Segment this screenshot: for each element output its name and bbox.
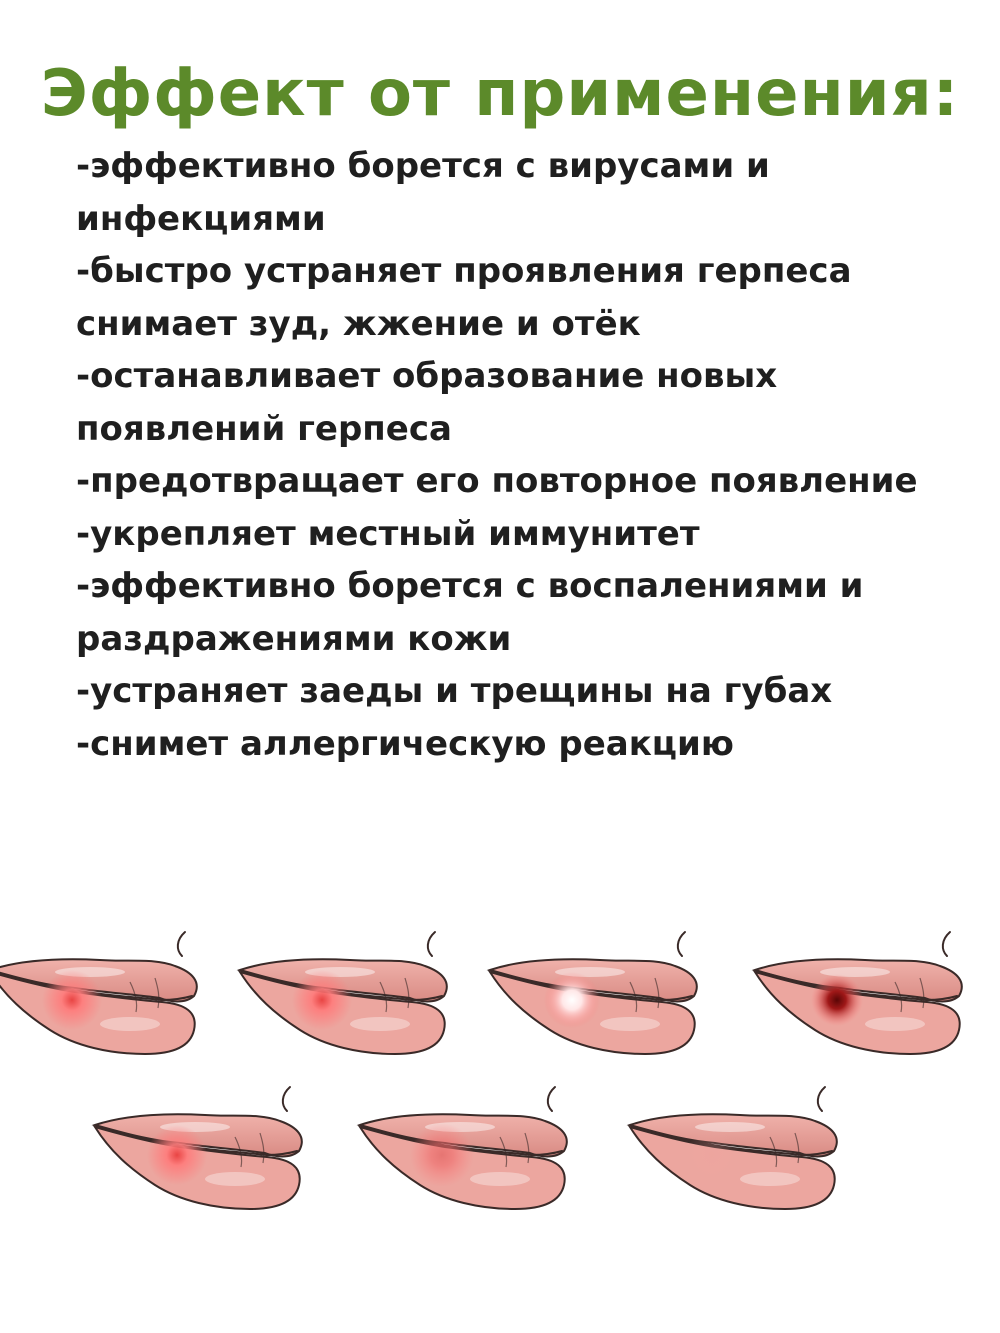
benefit-line: раздражениями кожи: [76, 618, 512, 659]
page-title: Эффект от применения:: [40, 57, 960, 131]
lips-stage-5-illustration: [85, 1075, 335, 1235]
herpes-lesion: [686, 1129, 738, 1181]
philtrum-line: [818, 1087, 825, 1111]
herpes-lesion: [811, 974, 863, 1026]
lip-highlight: [865, 1017, 925, 1031]
lips-stage-6-illustration: [350, 1075, 600, 1235]
benefit-line: появлений герпеса: [76, 408, 452, 449]
lips-stage-7-illustration: [620, 1075, 870, 1235]
lips-stage-3-illustration: [480, 920, 730, 1080]
philtrum-line: [548, 1087, 555, 1111]
herpes-lesion: [42, 970, 102, 1030]
benefit-line: -предотвращает его повторное появление: [76, 461, 918, 501]
lip-highlight: [350, 1017, 410, 1031]
benefit-line: -останавливает образование новых: [76, 356, 778, 396]
philtrum-line: [283, 1087, 290, 1111]
herpes-lesion: [410, 1123, 474, 1187]
philtrum-line: [178, 932, 185, 956]
benefit-line: -быстро устраняет проявления герпеса: [76, 251, 852, 291]
lips-drawing: [230, 920, 480, 1080]
lips-stage-1-illustration: [0, 920, 230, 1080]
lip-highlight: [205, 1172, 265, 1186]
lips-drawing: [745, 920, 995, 1080]
lips-stage-4-illustration: [745, 920, 995, 1080]
lips-drawing: [85, 1075, 335, 1235]
herpes-lesion: [544, 972, 600, 1028]
benefits-list: [76, 140, 976, 770]
benefit-line: инфекциями: [76, 198, 326, 239]
philtrum-line: [678, 932, 685, 956]
philtrum-line: [428, 932, 435, 956]
philtrum-line: [943, 932, 950, 956]
lips-drawing: [480, 920, 730, 1080]
lips-drawing: [0, 920, 230, 1080]
lips-drawing: [350, 1075, 600, 1235]
lip-highlight: [740, 1172, 800, 1186]
lip-highlight: [470, 1172, 530, 1186]
lip-highlight: [100, 1017, 160, 1031]
herpes-lesion: [292, 970, 352, 1030]
benefit-line: -укрепляет местный иммунитет: [76, 513, 700, 554]
lips-stage-2-illustration: [230, 920, 480, 1080]
lips-illustration-gallery: [0, 900, 1000, 1230]
benefit-line: снимает зуд, жжение и отёк: [76, 303, 641, 344]
lips-drawing: [620, 1075, 870, 1235]
lip-highlight: [600, 1017, 660, 1031]
benefit-line: -эффективно борется с воспалениями и: [76, 566, 864, 606]
benefit-line: -эффективно борется с вирусами и: [76, 146, 770, 186]
benefit-line: -снимет аллергическую реакцию: [76, 723, 734, 764]
benefit-line: -устраняет заеды и трещины на губах: [76, 671, 833, 711]
herpes-lesion: [147, 1125, 207, 1185]
